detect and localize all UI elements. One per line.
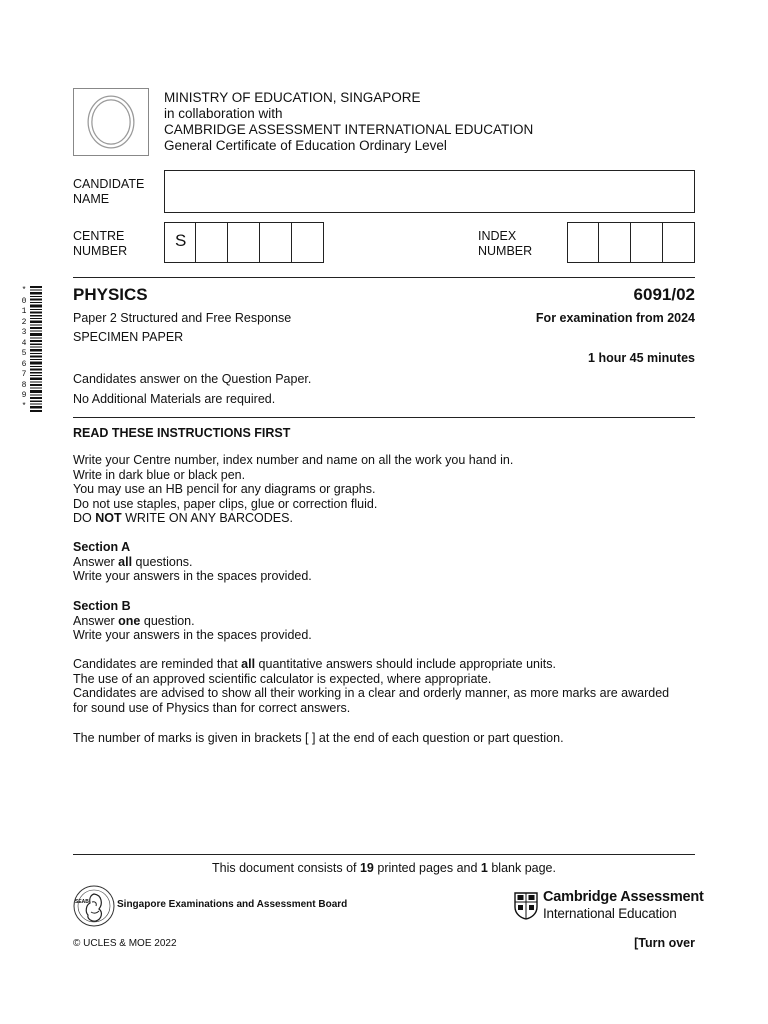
section-b-line: Write your answers in the spaces provided. [73,628,312,643]
exam-header [164,90,533,154]
barcode-digits: *0123456789* [21,286,27,411]
index-number-label-line2: NUMBER [478,244,533,258]
index-number-digit-box[interactable] [567,222,599,263]
reminder-line: for sound use of Physics than for correct answers. [73,700,351,715]
marks-note: The number of marks is given in brackets [ ] at the end of each question or part question. [73,731,564,745]
collaboration-line: in collaboration with [164,106,283,121]
seab-logo [72,882,116,930]
paper-line: Paper 2 Structured and Free Response [73,311,292,325]
exam-logo [73,88,149,156]
cambridge-name-line2: International Education [543,906,677,921]
footer-rule [73,854,695,855]
section-b-instructions [73,599,312,643]
centre-number-digit-box[interactable] [228,222,260,263]
barcode-bars-icon [30,286,42,412]
seab-name: Singapore Examinations and Assessment Board [117,899,348,910]
candidate-name-label-line1: CANDIDATE [73,177,145,191]
blank-page-count: 1 [480,861,488,875]
instructions-rule [73,417,695,418]
seab-lion-icon [72,882,116,930]
instructions-heading: READ THESE INSTRUCTIONS FIRST [73,426,291,440]
index-number-digit-box[interactable] [599,222,631,263]
section-b-title: Section B [73,599,131,613]
answer-on-paper: Candidates answer on the Question Paper. [73,372,312,386]
section-a-line: Write your answers in the spaces provided. [73,569,312,584]
page-count-text: printed pages and [373,861,481,875]
instruction-line: You may use an HB pencil for any diagrams or graphs. [73,482,376,497]
cambridge-shield-icon [514,892,538,920]
seab-logo-text: SEAB [75,899,89,905]
instruction-text: questions. [132,554,193,569]
candidate-name-field[interactable] [164,170,695,213]
general-instructions [73,453,703,526]
cambridge-name-line1: Cambridge Assessment [543,889,704,905]
exam-from: For examination from 2024 [535,311,695,325]
subject-title: PHYSICS [73,285,148,304]
candidate-name-label [73,177,144,207]
o-logo-icon [81,93,141,151]
section-b-line [73,614,312,629]
page-count [73,861,695,876]
cambridge-logo [514,892,538,920]
reminder-line [73,657,703,672]
printed-page-count: 19 [359,861,374,875]
instruction-emphasis: NOT [95,511,122,526]
barcode [20,286,42,412]
index-number-label [478,229,532,259]
instruction-text: DO [73,511,96,526]
duration: 1 hour 45 minutes [588,351,695,365]
centre-number-digit-box[interactable] [260,222,292,263]
instruction-text: quantitative answers should include appropriate units. [255,657,556,671]
instruction-text: Answer [73,554,119,569]
centre-number-label [73,229,127,259]
instruction-line-barcodes [73,511,703,526]
copyright: © UCLES & MOE 2022 [73,938,177,949]
centre-number-label-line1: CENTRE [73,229,125,243]
cambridge-line: CAMBRIDGE ASSESSMENT INTERNATIONAL EDUCATION [164,122,534,137]
top-rule [73,277,695,278]
page-count-text: This document consists of [212,861,360,875]
reminder-line: Candidates are advised to show all their working in a clear and orderly manner, as more marks are awarded [73,686,670,701]
turn-over: [Turn over [634,936,695,950]
instruction-line: Write your Centre number, index number and name on all the work you hand in. [73,453,514,467]
index-number-label-line1: INDEX [478,229,517,243]
index-number-digit-box[interactable] [631,222,663,263]
instruction-text: question. [140,613,195,628]
index-number-boxes [567,222,695,263]
instruction-text: WRITE ON ANY BARCODES. [121,511,293,526]
centre-number-digit-box[interactable] [292,222,324,263]
general-reminders [73,657,703,715]
specimen-paper: SPECIMEN PAPER [73,330,184,344]
index-number-digit-box[interactable] [663,222,695,263]
instruction-text: Answer [73,613,119,628]
instruction-line: Write in dark blue or black pen. [73,467,246,482]
instruction-line: Do not use staples, paper clips, glue or correction fluid. [73,496,378,511]
paper-code: 6091/02 [633,285,695,304]
reminder-line: The use of an approved scientific calculator is expected, where appropriate. [73,671,492,686]
certificate-line: General Certificate of Education Ordinary Level [164,138,447,153]
section-a-instructions [73,540,312,584]
candidate-name-label-line2: NAME [73,192,110,206]
instruction-text: Candidates are reminded that [73,657,242,671]
centre-number-prefix: S [164,222,196,263]
instruction-emphasis: one [118,613,141,628]
centre-number-digit-box[interactable] [196,222,228,263]
centre-number-boxes [164,222,324,263]
instruction-emphasis: all [118,554,133,569]
instruction-emphasis: all [241,657,256,671]
centre-number-label-line2: NUMBER [73,244,128,258]
section-a-line [73,555,312,570]
ministry-line: MINISTRY OF EDUCATION, SINGAPORE [164,90,421,105]
materials-note: No Additional Materials are required. [73,392,276,406]
section-a-title: Section A [73,540,131,554]
page-count-text: blank page. [487,861,556,875]
